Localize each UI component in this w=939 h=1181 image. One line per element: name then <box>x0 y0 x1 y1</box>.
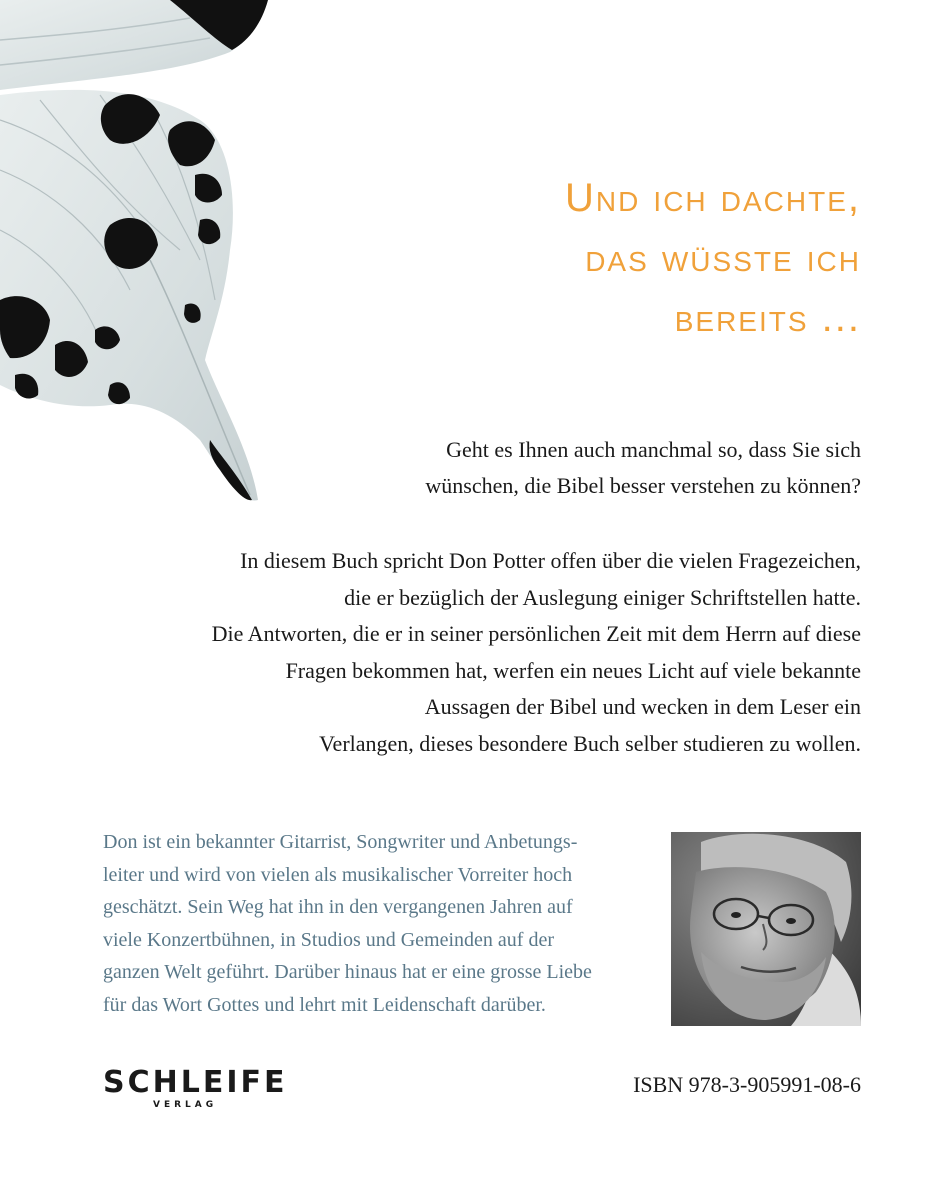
description-line-4: Fragen bekommen hat, werfen ein neues Licht auf viele bekannte <box>285 657 861 683</box>
headline-line-3: bereits ... <box>674 296 861 340</box>
description-line-2: die er bezüglich der Auslegung einiger Schriftstellen hatte. <box>344 584 861 610</box>
bio-line-5: ganzen Welt geführt. Darüber hinaus hat er eine grosse Liebe <box>103 961 592 983</box>
isbn-number: ISBN 978-3-905991-08-6 <box>633 1072 861 1097</box>
headline-line-1: Und ich dachte, <box>564 176 861 220</box>
publisher-subtitle: VERLAG <box>153 1100 218 1110</box>
description-paragraph <box>101 543 861 762</box>
author-photo <box>671 832 861 1026</box>
bio-line-3: geschätzt. Sein Weg hat ihn in den vergangenen Jahren auf <box>103 896 573 918</box>
author-bio <box>103 826 663 1021</box>
headline <box>565 168 861 348</box>
description-line-1: In diesem Buch spricht Don Potter offen über die vielen Fragezeichen, <box>240 548 861 573</box>
bio-line-1: Don ist ein bekannter Gitarrist, Songwriter und Anbetungs- <box>103 831 578 853</box>
description-line-5: Aussagen der Bibel und wecken in dem Leser ein <box>424 694 861 719</box>
publisher-name: SCHLEIFE <box>103 1065 288 1100</box>
bio-line-2: leiter und wird von vielen als musikalischer Vorreiter hoch <box>103 863 573 886</box>
intro-line-1: Geht es Ihnen auch manchmal so, dass Sie sich <box>446 437 861 462</box>
description-line-6: Verlangen, dieses besondere Buch selber studieren zu wollen. <box>319 730 861 756</box>
intro-paragraph <box>241 432 861 504</box>
bio-line-6: für das Wort Gottes und lehrt mit Leidenschaft darüber. <box>103 993 546 1016</box>
publisher-logo <box>103 1065 288 1111</box>
bio-line-4: viele Konzertbühnen, in Studios und Gemeinden auf der <box>103 928 554 951</box>
headline-line-2: das wüsste ich <box>585 236 861 280</box>
description-line-3: Die Antworten, die er in seiner persönlichen Zeit mit dem Herrn auf diese <box>211 621 861 646</box>
intro-line-2: wünschen, die Bibel besser verstehen zu können? <box>425 473 861 498</box>
